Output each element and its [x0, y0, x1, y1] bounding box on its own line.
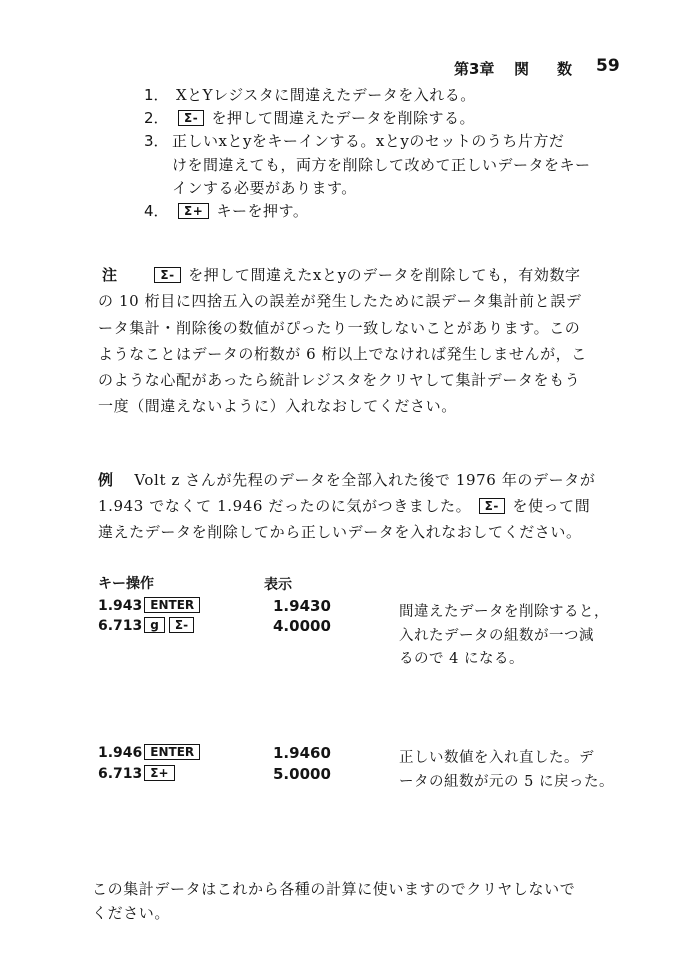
example-first-line: Volt z さんが先程のデータを全部入れた後で 1976 年のデータが	[134, 471, 596, 489]
keystroke-value: 6.713	[98, 766, 143, 782]
example-line-2b: を使って間	[512, 497, 591, 515]
display-value: 4.0000	[273, 617, 331, 635]
comment-line: 間違えたデータを削除すると，	[399, 604, 609, 620]
example-label: 例	[98, 471, 114, 489]
note-line-5: のような心配があったら統計レジスタをクリヤして集計データをもう	[98, 371, 581, 389]
step-3-number: 3．	[144, 132, 169, 150]
step-3-line-3: インする必要があります。	[172, 179, 357, 197]
comment-line: 入れたデータの組数が一つ減	[399, 628, 594, 644]
display-value: 1.9460	[273, 744, 331, 762]
keystroke-value: 1.943	[98, 598, 143, 614]
example-line-1	[98, 469, 595, 490]
step-1-number: 1．	[144, 86, 169, 104]
step-2-text	[176, 107, 475, 128]
enter-key: ENTER	[144, 597, 200, 613]
step-3-line-2: けを間違えても，両方を削除して改めて正しいデータをキー	[172, 156, 591, 174]
column-header-keys: キー操作	[98, 576, 154, 592]
note-label: 注	[102, 266, 118, 284]
sigma-plus-key: Σ+	[144, 765, 174, 781]
chapter-label: 第3章	[454, 60, 495, 78]
note-line-2: の 10 桁目に四捨五入の誤差が発生したために誤データ集計前と誤デ	[98, 292, 582, 310]
comment-line: ータの組数が元の 5 に戻った。	[399, 774, 614, 790]
note-line-4: ようなことはデータの桁数が 6 桁以上でなければ発生しませんが，こ	[98, 345, 587, 363]
page-number: 59	[596, 56, 620, 76]
closing-line-2: ください。	[92, 904, 171, 922]
step-4-text	[176, 200, 308, 221]
step-2-number: 2．	[144, 109, 169, 127]
step-3-line-1: 正しいxとyをキーインする。xとyのセットのうち片方だ	[172, 132, 565, 150]
step-4-line: キーを押す。	[216, 202, 309, 220]
g-shift-key: g	[144, 617, 165, 633]
keystroke-row	[98, 765, 177, 782]
enter-key: ENTER	[144, 744, 200, 760]
sigma-minus-key: Σ-	[178, 110, 204, 126]
step-1-text: XとYレジスタに間違えたデータを入れる。	[176, 86, 476, 104]
display-value: 1.9430	[273, 597, 331, 615]
comment-line: 正しい数値を入れ直した。デ	[399, 750, 594, 766]
note-first-line: を押して間違えたxとyのデータを削除しても，有効数字	[188, 266, 581, 284]
example-line-3: 違えたデータを削除してから正しいデータを入れなおしてください。	[98, 523, 582, 541]
column-header-display: 表示	[264, 577, 292, 593]
note-line-1	[102, 264, 581, 285]
note-line-6: 一度（間違えないように）入れなおしてください。	[98, 397, 457, 415]
step-4-number: 4．	[144, 202, 169, 220]
keystroke-row	[98, 744, 202, 761]
chapter-title: 関数	[514, 60, 601, 78]
step-2-line: を押して間違えたデータを削除する。	[211, 109, 475, 127]
note-line-3: ータ集計・削除後の数値がぴったり一致しないことがあります。この	[98, 319, 581, 337]
comment-line: るので 4 になる。	[399, 651, 524, 667]
display-value: 5.0000	[273, 765, 331, 783]
keystroke-value: 1.946	[98, 745, 143, 761]
example-line-2	[98, 495, 590, 516]
note-sigma-minus-key: Σ-	[154, 267, 180, 283]
keystroke-row	[98, 617, 196, 634]
closing-line-1: この集計データはこれから各種の計算に使いますのでクリヤしないで	[92, 880, 576, 898]
keystroke-row	[98, 597, 202, 614]
example-sigma-minus-key: Σ-	[479, 498, 505, 514]
sigma-minus-key: Σ-	[169, 617, 194, 633]
keystroke-value: 6.713	[98, 618, 143, 634]
example-line-2a: 1.943 でなくて 1.946 だったのに気がつきました。	[98, 497, 472, 515]
sigma-plus-key: Σ+	[178, 203, 209, 219]
